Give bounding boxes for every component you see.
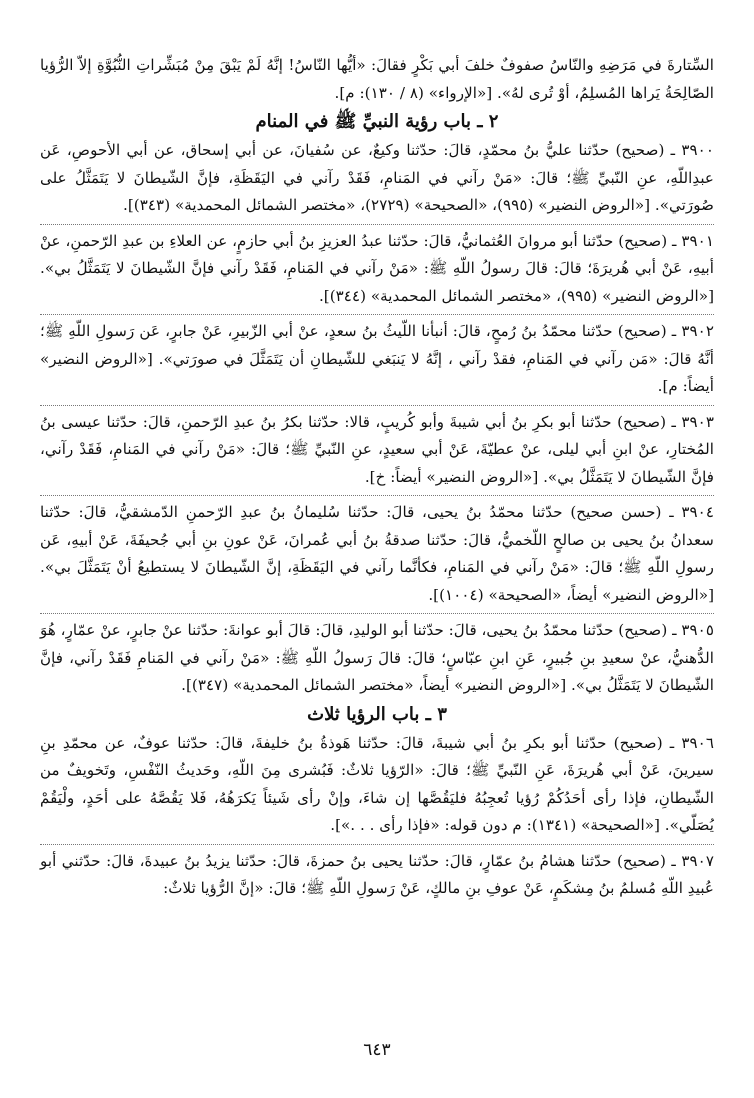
chapter-heading-2: ٢ ـ باب رؤية النبيِّ ﷺ في المنام <box>255 111 499 132</box>
separator <box>40 224 714 225</box>
separator <box>40 314 714 315</box>
separator <box>40 405 714 406</box>
hadith-3904: ٣٩٠٤ ـ (حسن صحيح) حدّثنا محمّدُ بنُ يحيى، قالَ: حدّثنا سُليمانُ بنُ عبدِ الرّحمنِ الدّمشقيُّ، قالَ: حدّثنا سعدانُ بنُ يحيى بن صالحٍ اللّخميُّ، قالَ: حدّثنا صدقةُ بنُ أبي عُمرانَ، عَنْ عونِ بنِ أبي جُحيفَةَ، عَنْ أبيهِ، عَن رسولِ اللّهِ ﷺ؛ قالَ: «مَنْ رآني في المَنامِ، فكأنَّما رآني في اليَقَظَةِ، إنَّ الشّيطانَ لا يستطيعُ أنْ يَتَمَثَّلَ بي». [«الروض النضير» أيضاً، «الصحيحة» (١٠٠٤)]. <box>40 503 714 604</box>
hadith-3906: ٣٩٠٦ ـ (صحيح) حدّثنا أبو بكرِ بنُ أبي شيبةَ، قالَ: حدّثنا هَوذةُ بنُ خليفةَ، قالَ: حدّثنا عوفٌ، عن محمّدِ بنِ سيرينَ، عَنْ أبي هُريرَةَ، عَنِ النّبيِّ ﷺ؛ قالَ: «الرّؤيا ثلاثٌ: فَبُشرى مِنَ اللّهِ، وحَديثُ النّفْسِ، وتَخويفٌ من الشّيطانِ، فإذا رأى أحَدُكُمْ رُؤيا تُعجِبُهُ فليَقُصَّها إن شاءَ، وإنْ رأى شَيئاً يَكرَهُهُ، فَلا يَقُصَّهُ على أحَدٍ، ولْيَقُمْ يُصَلّي». [«الصحيحة» (١٣٤١): م دون قوله: «فإذا رأى . . .»]. <box>40 733 714 834</box>
hadith-3901: ٣٩٠١ ـ (صحيح) حدّثنا أبو مروانَ العُثمانيُّ، قالَ: حدّثنا عبدُ العزيزِ بنُ أبي حازمٍ، عن العلاءِ بن عبدِ الرّحمنِ، عنْ أبيهِ، عَنْ أبي هُريرَةَ؛ قالَ: قالَ رسولُ اللّهِ ﷺ: «مَنْ رآني في المَنامِ، فَقَدْ رآني فإنَّ الشّيطانَ لا يَتَمَثَّلُ بي». [«الروض النضير» (٩٩٥)، «مختصر الشمائل المحمدية» (٣٤٤)]. <box>40 231 714 305</box>
page-number: ٦٤٣ <box>363 1040 391 1060</box>
separator <box>40 613 714 614</box>
separator <box>40 495 714 496</box>
hadith-3905: ٣٩٠٥ ـ (صحيح) حدّثنا محمّدُ بنُ يحيى، قالَ: حدّثنا أبو الوليدِ، قالَ: قالَ أبو عوانةَ: حدّثنا عنْ جابرٍ، عنْ عمّارٍ، هُوَ الدُّهنيُّ، عنْ سعيدِ بنِ جُبيرٍ، عَنِ ابنِ عبّاسٍ؛ قالَ: قالَ رَسولُ اللّهِ ﷺ: «مَنْ رآني في المَنامِ فَقَدْ رآني، فإنَّ الشّيطانَ لا يَتَمَثَّلُ بي». [«الروض النضير» أيضاً، «مختصر الشمائل المحمدية» (٣٤٧)]. <box>40 621 714 694</box>
hadith-3907: ٣٩٠٧ ـ (صحيح) حدّثنا هشامُ بنُ عمّارٍ، قالَ: حدّثنا يحيى بنُ حمزةَ، قالَ: حدّثنا يزيدُ بنُ عبيدةَ، قالَ: حدّثني أبو عُبيدِ اللّهِ مُسلمُ بنُ مِشكَمٍ، عَنْ عوفِ بنِ مالكٍ، عَنْ رَسولِ اللّهِ ﷺ؛ قالَ: «إنَّ الرُّؤيا ثلاثٌ: <box>40 851 714 897</box>
hadith-3902: ٣٩٠٢ ـ (صحيح) حدّثنا محمّدُ بنُ رُمحٍ، قالَ: أنبأنا اللّيثُ بنُ سعدٍ، عنْ أبي الزّبيرِ، عَنْ جابرٍ، عَن رَسولِ اللّهِ ﷺ؛ أنَّهُ قالَ: «مَن رآني في المَنامِ، فقدْ رآني ، إنَّهُ لا يَنبَغي للشّيطانِ أن يَتَمَثَّلَ في صورَتي». [«الروض النضير» أيضاً: م]. <box>40 322 714 395</box>
intro-paragraph: السِّتارةَ في مَرَضِهِ والنّاسُ صفوفٌ خلفَ أبي بَكْرٍ فقالَ: «أيُّها النّاسُ! إنَّهُ لَمْ يَبْقَ مِنْ مُبَشِّراتِ النُّبُوَّةِ إلاّ الرُّؤيا الصّالِحَةُ يَراها المُسلِمُ، أوْ تُرى لهُ». [«الإرواء» (٨ / ١٣٠): م]. <box>40 56 714 102</box>
chapter-heading-3: ٣ ـ باب الرؤيا ثلاث <box>307 703 447 725</box>
hadith-3900: ٣٩٠٠ ـ (صحيح) حدّثنا عليُّ بنُ محمّدٍ، قالَ: حدّثنا وكيعٌ، عن سُفيانَ، عن أبي إسحاق، عن أبي الأحوصِ، عَن عبدِاللّهِ، عنِ النّبيِّ ﷺ؛ قالَ: «مَنْ رآني في المَنامِ، فَقَدْ رآني في اليَقَظَةِ، فإنَّ الشّيطانَ لا يَتَمَثَّلُ على صُورَتي». [«الروض النضير» (٩٩٥)، «الصحيحة» (٢٧٢٩)، «مختصر الشمائل المحمدية» (٣٤٣)]. <box>40 141 714 214</box>
separator <box>40 844 714 845</box>
page-body <box>40 52 714 1098</box>
hadith-3903: ٣٩٠٣ ـ (صحيح) حدّثنا أبو بكرِ بنُ أبي شيبةَ وأبو كُريبٍ، قالا: حدّثنا بكرُ بنُ عبدِ الرّحمنِ، قالَ: حدّثنا عيسى بنُ المُختارِ، عنْ ابنِ أبي ليلى، عنْ عطيّةَ، عَنْ أبي سعيدٍ، عنِ النّبيِّ ﷺ؛ قالَ: «مَنْ رآني في المَنامِ، فَقَدْ رآني، فإنَّ الشّيطانَ لا يَتَمَثَّلُ بي». [«الروض النضير» أيضاً: خ]. <box>40 412 714 486</box>
